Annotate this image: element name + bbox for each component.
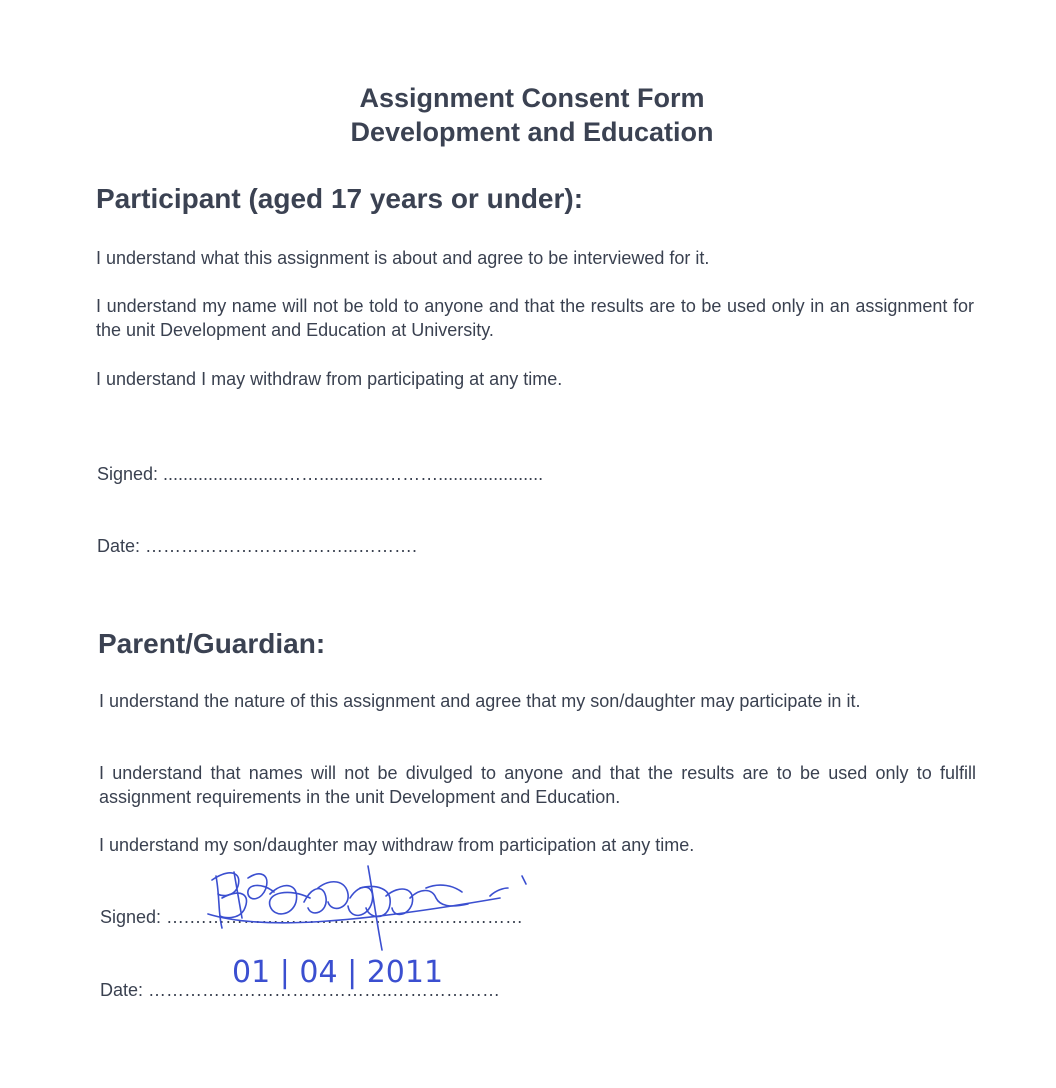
participant-date-line: Date: ……………………………...………. — [97, 536, 418, 556]
form-title: Assignment Consent Form — [359, 83, 705, 113]
guardian-statement-3: I understand my son/daughter may withdraw from participation at any time. — [99, 835, 695, 855]
participant-statement-2: I understand my name will not be told to anyone and that the results are to be used only in an assignment for the unit Development and Education at University. — [96, 296, 974, 340]
participant-signed-line: Signed: ........................…….............………..................... — [97, 464, 544, 484]
guardian-handwritten-date — [228, 944, 458, 1000]
guardian-signed-line: Signed: ….…………………………………..…………… — [100, 907, 524, 927]
guardian-statement-1: I understand the nature of this assignment and agree that my son/daughter may participate in it. — [99, 691, 861, 711]
guardian-date-line: Date: …………………………………..……………… — [100, 980, 501, 1000]
participant-heading: Participant (aged 17 years or under): — [96, 183, 584, 214]
guardian-signature — [200, 858, 540, 958]
participant-statement-1: I understand what this assignment is about and agree to be interviewed for it. — [96, 248, 710, 268]
guardian-heading: Parent/Guardian: — [98, 628, 326, 659]
participant-statement-3: I understand I may withdraw from participating at any time. — [96, 369, 563, 389]
form-subtitle: Development and Education — [350, 117, 714, 147]
guardian-statement-2: I understand that names will not be divulged to anyone and that the results are to be used only to fulfill assignment requirements in the unit Development and Education. — [99, 763, 976, 807]
handwritten-date-text: 01 | 04 | 2011 — [232, 955, 444, 990]
